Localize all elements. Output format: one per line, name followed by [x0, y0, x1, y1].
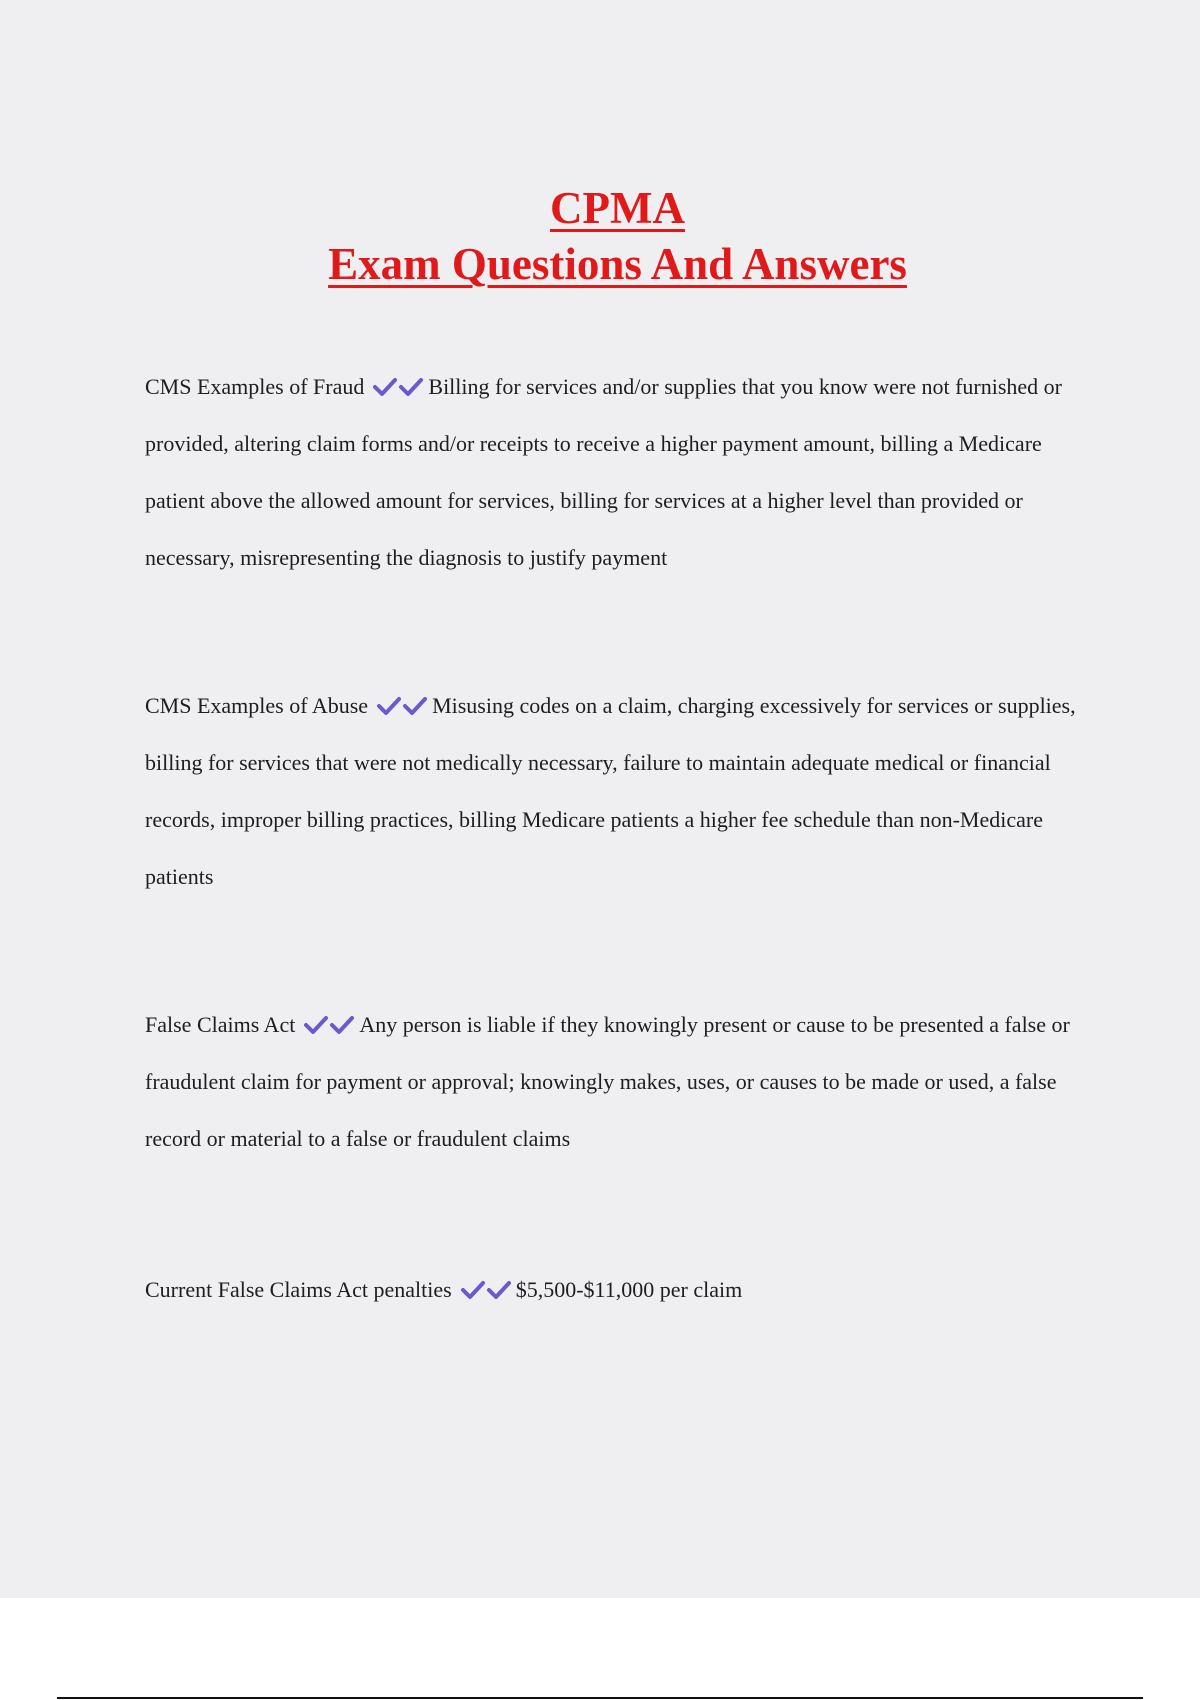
check-marks [460, 1277, 512, 1302]
qa-answer: Any person is liable if they knowingly present or cause to be presented a false or fraudulent claim for payment or approval; knowingly makes, uses, or causes to be made or used, a false record or material to a false or fraudulent claims [145, 1012, 1070, 1151]
check-mark-icon [376, 696, 402, 716]
check-mark-icon [460, 1280, 486, 1300]
check-mark-icon [303, 1015, 329, 1035]
check-marks [376, 693, 428, 718]
check-mark-icon [486, 1280, 512, 1300]
check-mark-icon [402, 696, 428, 716]
check-mark-icon [398, 377, 424, 397]
qa-answer: Misusing codes on a claim, charging excessively for services or supplies, billing for services that were not medically necessary, failure to maintain adequate medical or financial records, improper billing practices, billing Medicare patients a higher fee schedule than non-Medicare patients [145, 693, 1076, 889]
title-line-2: Exam Questions And Answers [328, 239, 907, 289]
qa-term: CMS Examples of Abuse [145, 693, 369, 718]
qa-answer: $5,500-$11,000 per claim [515, 1277, 743, 1302]
qa-term: CMS Examples of Fraud [145, 374, 365, 399]
qa-item-fraud [145, 358, 1095, 586]
qa-item-false-claims-act [145, 996, 1095, 1167]
check-mark-icon [329, 1015, 355, 1035]
qa-item-abuse [145, 677, 1095, 905]
check-marks [303, 1012, 355, 1037]
qa-item-penalties [145, 1261, 1095, 1318]
check-marks [372, 374, 424, 399]
qa-term: Current False Claims Act penalties [145, 1277, 452, 1302]
title-line-1: CPMA [550, 183, 685, 233]
qa-answer: Billing for services and/or supplies that you know were not furnished or provided, altering claim forms and/or receipts to receive a higher payment amount, billing a Medicare patient above the allowed amount for services, billing for services at a higher level than provided or necessary, misrepresenting the diagnosis to justify payment [145, 374, 1062, 570]
check-mark-icon [372, 377, 398, 397]
document-title [0, 180, 1200, 292]
qa-term: False Claims Act [145, 1012, 296, 1037]
footer-divider [57, 1697, 1143, 1699]
